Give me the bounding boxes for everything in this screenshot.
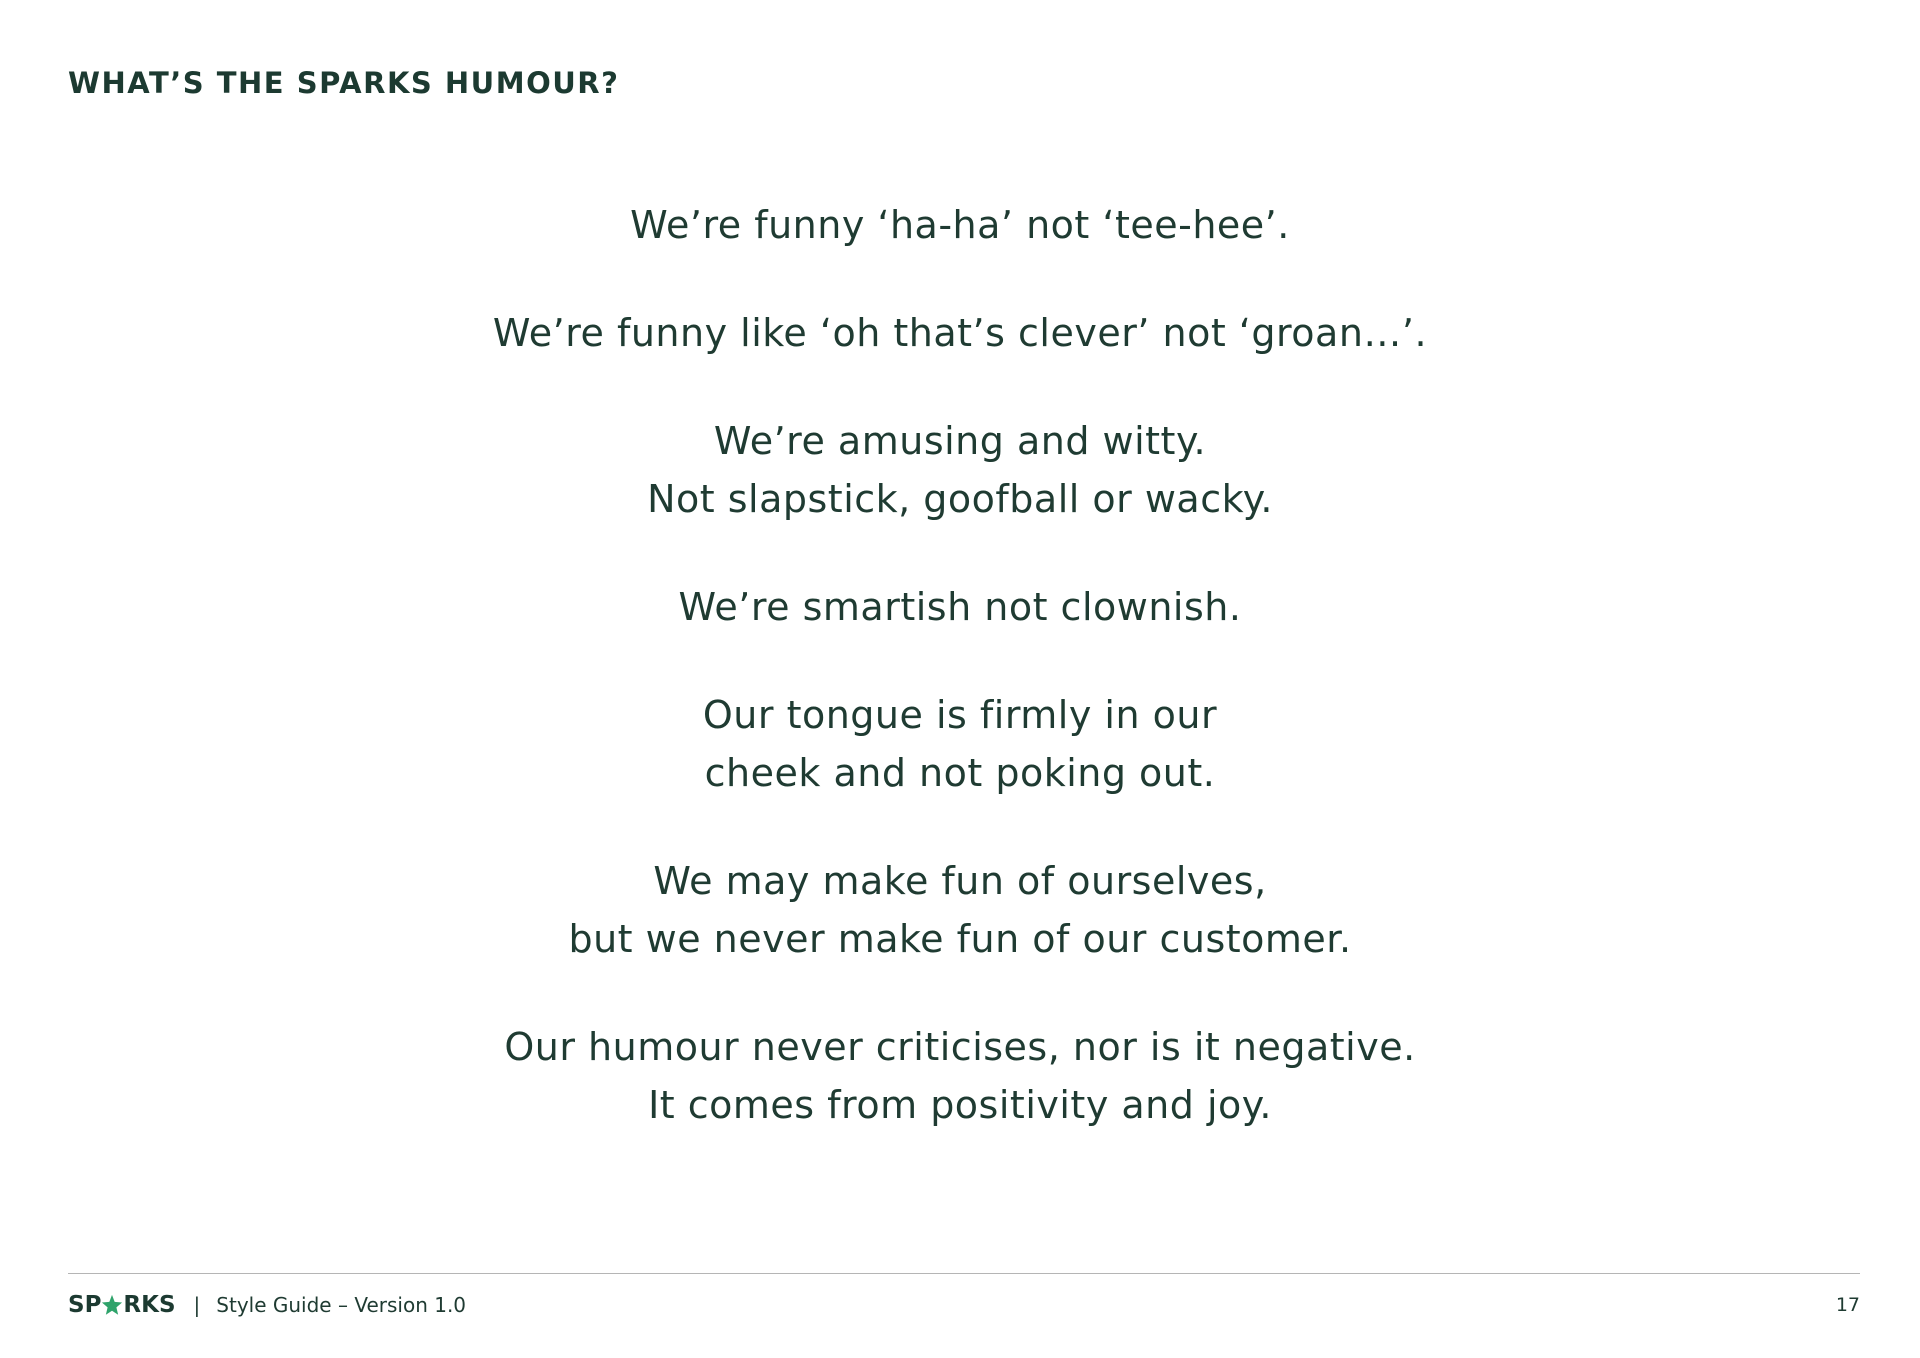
statement-line: We’re smartish not clownish. bbox=[678, 585, 1242, 629]
statement-line: Our tongue is firmly in our bbox=[702, 693, 1218, 737]
sparks-logo bbox=[68, 1292, 176, 1318]
page-number: 17 bbox=[1835, 1294, 1860, 1316]
statement bbox=[0, 412, 1920, 528]
logo-text-start: SP bbox=[68, 1292, 102, 1318]
statement-line: cheek and not poking out. bbox=[704, 751, 1216, 795]
statement bbox=[0, 304, 1920, 362]
document-version-label: Style Guide – Version 1.0 bbox=[216, 1293, 467, 1317]
statement bbox=[0, 196, 1920, 254]
statement-line: We’re funny ‘ha-ha’ not ‘tee-hee’. bbox=[630, 203, 1290, 247]
statement-line: Our humour never criticises, nor is it negative. bbox=[504, 1025, 1416, 1069]
statement-line: We’re funny like ‘oh that’s clever’ not ‘groan…’. bbox=[492, 311, 1428, 355]
statement-line: We may make fun of ourselves, bbox=[653, 859, 1267, 903]
footer-divider bbox=[68, 1273, 1860, 1274]
star-icon bbox=[101, 1294, 123, 1316]
statement bbox=[0, 852, 1920, 968]
footer bbox=[68, 1290, 466, 1320]
statement bbox=[0, 686, 1920, 802]
statement-line: but we never make fun of our customer. bbox=[568, 917, 1352, 961]
footer-separator: | bbox=[193, 1293, 201, 1317]
page-title: WHAT’S THE SPARKS HUMOUR? bbox=[68, 66, 620, 100]
humour-statements bbox=[0, 196, 1920, 1184]
statement-line: Not slapstick, goofball or wacky. bbox=[647, 477, 1273, 521]
statement bbox=[0, 1018, 1920, 1134]
statement-line: We’re amusing and witty. bbox=[713, 419, 1207, 463]
statement-line: It comes from positivity and joy. bbox=[648, 1083, 1272, 1127]
logo-text-end: RKS bbox=[123, 1292, 176, 1318]
statement bbox=[0, 578, 1920, 636]
